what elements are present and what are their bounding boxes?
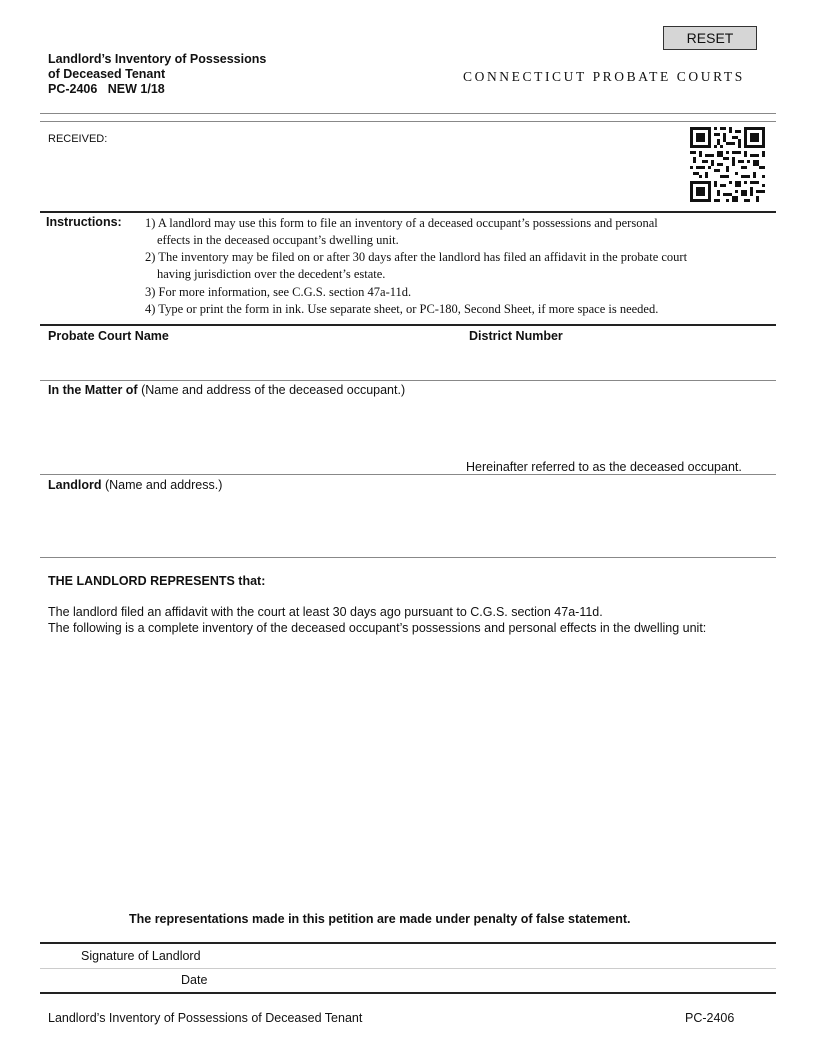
qr-code-icon [690,127,765,202]
signature-label: Signature of Landlord [81,949,201,963]
landlord-label [48,478,222,492]
instruction-3: 3) For more information, see C.G.S. section 47a-11d. [145,285,412,299]
court-divider [40,380,776,381]
instruction-2: 2) The inventory may be filed on or after 30 days after the landlord has filed an affidavit in the probate court [145,250,688,264]
signature-top-rule [40,942,776,944]
footer-form-title: Landlord’s Inventory of Possessions of Deceased Tenant [48,1011,363,1025]
header-divider [40,113,776,114]
inventory-field[interactable] [44,640,772,900]
instruction-2-cont: having jurisdiction over the decedent’s estate. [157,267,386,281]
instructions-bottom-rule [40,324,776,326]
probate-court-name-field[interactable] [44,345,454,377]
hereinafter-note: Hereinafter referred to as the deceased occupant. [466,460,742,474]
district-number-label: District Number [469,329,563,343]
in-the-matter-of-label [48,383,405,397]
signature-field[interactable] [216,945,772,966]
date-field[interactable] [216,970,772,990]
received-top-divider [40,121,776,122]
landlord-label-bold: Landlord [48,478,102,492]
instructions-label: Instructions: [46,215,122,229]
form-title-line-1: Landlord’s Inventory of Possessions [48,52,267,66]
footer-top-rule [40,992,776,994]
form-title [48,52,266,97]
landlord-divider [40,557,776,558]
matter-divider [40,474,776,475]
district-number-field[interactable] [466,345,772,377]
received-label: RECEIVED: [48,133,108,145]
court-header: CONNECTICUT PROBATE COURTS [463,69,745,84]
form-title-line-2: of Deceased Tenant [48,67,166,81]
instructions-top-rule [40,211,776,213]
deceased-occupant-field[interactable] [44,400,772,456]
represents-heading: THE LANDLORD REPRESENTS that: [48,574,266,588]
reset-button[interactable]: RESET [663,26,757,50]
instruction-4: 4) Type or print the form in ink. Use separate sheet, or PC-180, Second Sheet, if more space is needed. [145,302,659,316]
form-number: PC-2406 NEW 1/18 [48,82,165,96]
signature-divider [40,968,776,969]
instruction-1: 1) A landlord may use this form to file an inventory of a deceased occupant’s possessions and personal [145,216,658,230]
represents-line-2: The following is a complete inventory of the deceased occupant’s possessions and personal effects in the dwelling unit: [48,621,707,635]
in-the-matter-of-label-bold: In the Matter of [48,383,138,397]
footer-form-number: PC-2406 [685,1011,735,1025]
landlord-field[interactable] [44,495,772,553]
landlord-hint: (Name and address.) [101,478,223,492]
date-label: Date [181,973,208,987]
represents-line-1: The landlord filed an affidavit with the court at least 30 days ago pursuant to C.G.S. section 47a-11d. [48,605,603,619]
instruction-1-cont: effects in the deceased occupant’s dwelling unit. [157,233,399,247]
in-the-matter-of-hint: (Name and address of the deceased occupant.) [137,383,406,397]
penalty-statement: The representations made in this petition are made under penalty of false statement. [129,912,631,926]
probate-court-name-label: Probate Court Name [48,329,169,343]
